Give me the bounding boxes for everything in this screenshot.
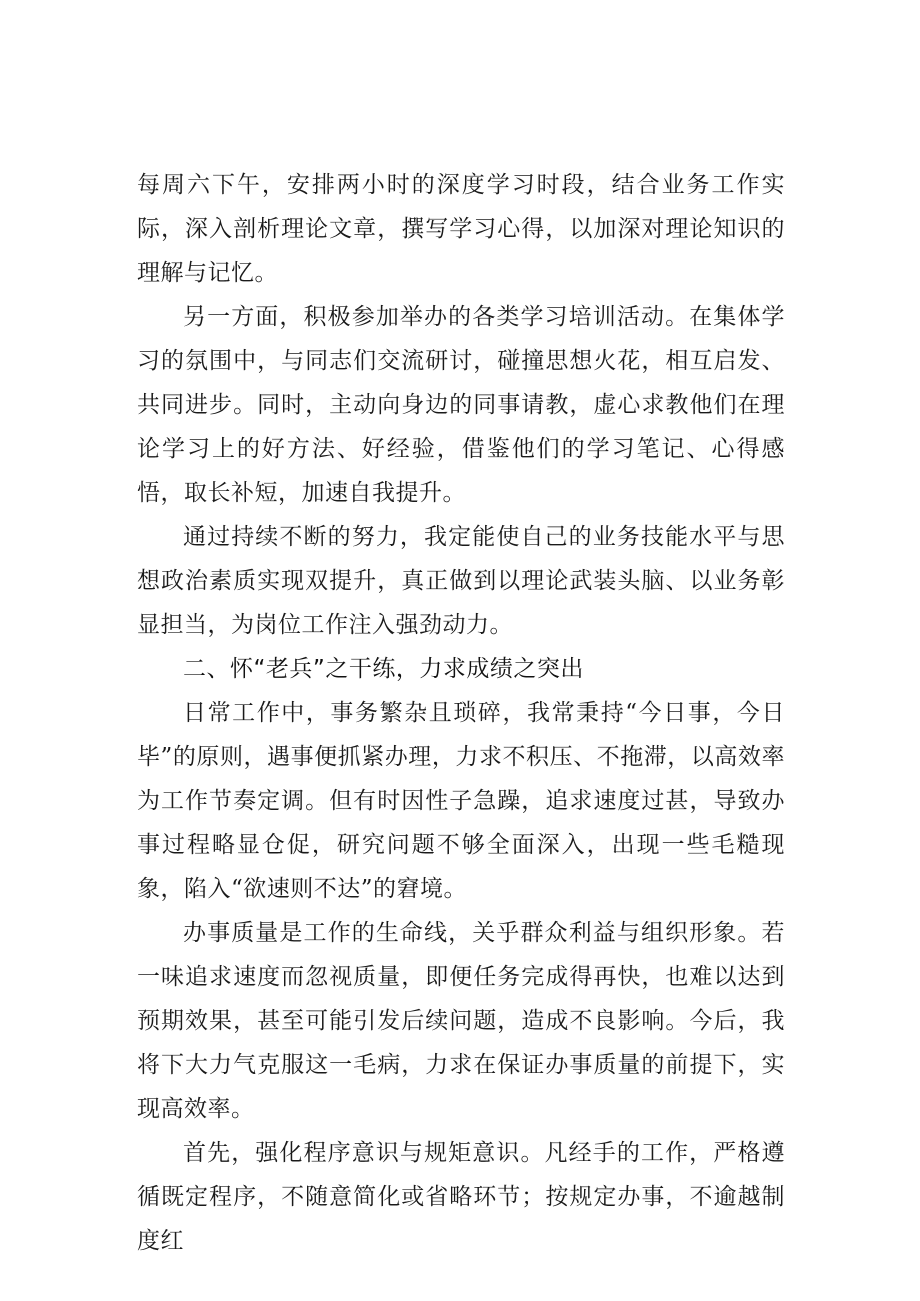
paragraph-study-schedule: 每周六下午，安排两小时的深度学习时段，结合业务工作实际，深入剖析理论文章，撰写学习心得，以加深对理论知识的理解与记忆。 [137,172,785,286]
paragraph-training-activities: 另一方面，积极参加举办的各类学习培训活动。在集体学习的氛围中，与同志们交流研讨，碰撞思想火花，相互启发、共同进步。同时，主动向身边的同事请教，虚心求教他们在理论学习上的好方法、好经验，借鉴他们的学习笔记、心得感悟，取长补短，加速自我提升。 [137,304,785,506]
paragraph-work-quality: 办事质量是工作的生命线，关乎群众利益与组织形象。若一味追求速度而忽视质量，即便任务完成得再快，也难以达到预期效果，甚至可能引发后续问题，造成不良影响。今后，我将下大力气克服这一毛病，力求在保证办事质量的前提下，实现高效率。 [137,920,785,1122]
paragraph-continuous-effort: 通过持续不断的努力，我定能使自己的业务技能水平与思想政治素质实现双提升，真正做到以理论武装头脑、以业务彰显担当，为岗位工作注入强劲动力。 [137,524,785,638]
paragraph-procedure-awareness: 首先，强化程序意识与规矩意识。凡经手的工作，严格遵循既定程序，不随意简化或省略环节；按规定办事，不逾越制度红 [137,1140,785,1254]
paragraph-daily-work: 日常工作中，事务繁杂且琐碎，我常秉持“今日事，今日毕”的原则，遇事便抓紧办理，力求不积压、不拖滞，以高效率为工作节奏定调。但有时因性子急躁，追求速度过甚，导致办事过程略显仓促，研究问题不够全面深入，出现一些毛糙现象，陷入“欲速则不达”的窘境。 [137,700,785,902]
section-heading-two: 二、怀“老兵”之干练，力求成绩之突出 [183,656,584,682]
document-body [137,163,785,1263]
